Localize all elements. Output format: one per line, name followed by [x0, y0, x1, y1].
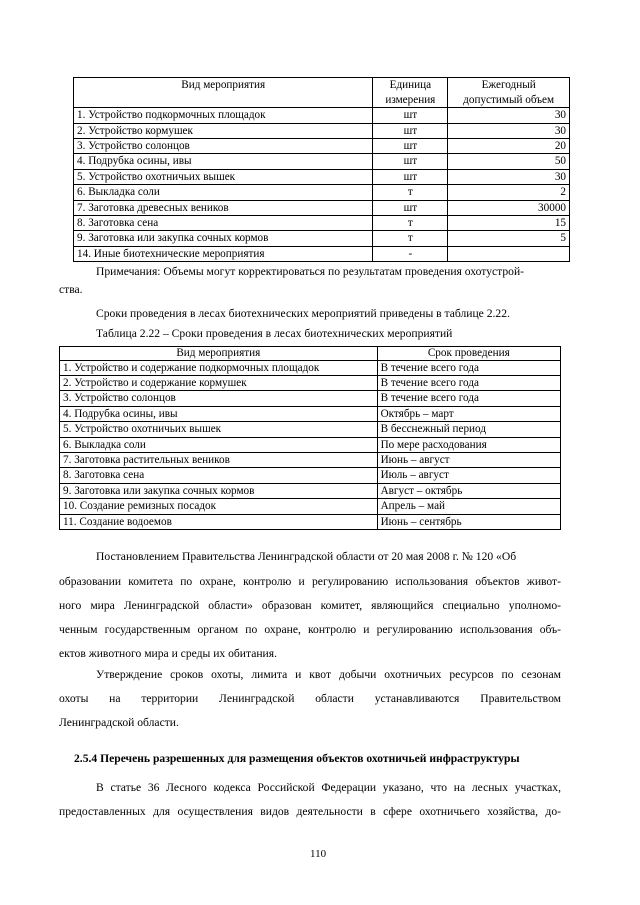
- column-header-name: Вид мероприятия: [74, 78, 373, 108]
- table-row: [60, 499, 561, 514]
- cell-period: Июнь – сентябрь: [377, 514, 560, 529]
- table-row: [60, 468, 561, 483]
- table2-caption: Таблица 2.22 – Сроки проведения в лесах биотехнических мероприятий: [96, 327, 453, 340]
- cell-name: 9. Заготовка или закупка сочных кормов: [60, 483, 378, 498]
- cell-volume: 15: [448, 216, 570, 231]
- cell-name: 2. Устройство и содержание кормушек: [60, 376, 378, 391]
- cell-period: В течение всего года: [377, 376, 560, 391]
- table-row: [60, 360, 561, 375]
- page-number: 110: [310, 848, 327, 860]
- paragraph-line: ного мира Ленинградской области» образован комитет, являющийся специально уполномо-: [59, 599, 561, 612]
- cell-unit: -: [373, 246, 448, 261]
- note-line-continuation: ства.: [59, 283, 83, 296]
- paragraph-line: образовании комитета по охране, контролю и регулированию использования объектов живот-: [59, 575, 561, 588]
- cell-name: 7. Заготовка древесных веников: [74, 200, 373, 215]
- cell-unit: шт: [373, 123, 448, 138]
- table-row: [60, 453, 561, 468]
- table-row: [74, 154, 570, 169]
- cell-volume: 2: [448, 185, 570, 200]
- column-header-name: Вид мероприятия: [60, 347, 378, 361]
- table-row: [74, 169, 570, 184]
- table-header-row: [74, 78, 570, 108]
- cell-name: 11. Создание водоемов: [60, 514, 378, 529]
- cell-name: 6. Выкладка соли: [60, 437, 378, 452]
- table-row: [60, 406, 561, 421]
- cell-unit: т: [373, 216, 448, 231]
- cell-name: 5. Устройство охотничьих вышек: [60, 422, 378, 437]
- cell-name: 5. Устройство охотничьих вышек: [74, 169, 373, 184]
- table-row: [60, 514, 561, 529]
- table2-intro: Сроки проведения в лесах биотехнических мероприятий приведены в таблице 2.22.: [96, 307, 510, 320]
- cell-volume: 30: [448, 123, 570, 138]
- cell-volume: 30000: [448, 200, 570, 215]
- cell-unit: шт: [373, 154, 448, 169]
- cell-name: 9. Заготовка или закупка сочных кормов: [74, 231, 373, 246]
- cell-name: 6. Выкладка соли: [74, 185, 373, 200]
- table-row: [74, 216, 570, 231]
- cell-period: Октябрь – март: [377, 406, 560, 421]
- cell-unit: т: [373, 231, 448, 246]
- table-row: [74, 246, 570, 261]
- cell-name: 8. Заготовка сена: [74, 216, 373, 231]
- cell-name: 3. Устройство солонцов: [74, 139, 373, 154]
- cell-period: Август – октябрь: [377, 483, 560, 498]
- cell-period: Апрель – май: [377, 499, 560, 514]
- table-row: [74, 200, 570, 215]
- cell-volume: 20: [448, 139, 570, 154]
- cell-period: Июнь – август: [377, 453, 560, 468]
- cell-name: 10. Создание ремизных посадок: [60, 499, 378, 514]
- column-header-volume: Ежегодный допустимый объем: [448, 78, 570, 108]
- cell-volume: 5: [448, 231, 570, 246]
- table-row: [60, 437, 561, 452]
- table-row: [74, 231, 570, 246]
- table-header-row: [60, 347, 561, 361]
- column-header-period: Срок проведения: [377, 347, 560, 361]
- table-row: [60, 376, 561, 391]
- cell-period: По мере расходования: [377, 437, 560, 452]
- cell-period: Июль – август: [377, 468, 560, 483]
- table-row: [74, 185, 570, 200]
- table-row: [60, 483, 561, 498]
- cell-period: В бесснежный период: [377, 422, 560, 437]
- table-row: [74, 139, 570, 154]
- cell-name: 7. Заготовка растительных веников: [60, 453, 378, 468]
- cell-period: В течение всего года: [377, 391, 560, 406]
- cell-unit: шт: [373, 108, 448, 123]
- column-header-unit: Единица измерения: [373, 78, 448, 108]
- table-row: [60, 422, 561, 437]
- section-heading: 2.5.4 Перечень разрешенных для размещения объектов охотничьей инфраструктуры: [74, 752, 520, 765]
- table-body: [60, 360, 561, 529]
- cell-volume: [448, 246, 570, 261]
- paragraph-line: В статье 36 Лесного кодекса Российской Федерации указано, что на лесных участках,: [96, 781, 561, 794]
- paragraph-line: ченным государственным органом по охране, контролю и регулированию использования объ-: [59, 623, 561, 636]
- cell-name: 14. Иные биотехнические мероприятия: [74, 246, 373, 261]
- paragraph-line: охоты на территории Ленинградской области устанавливаются Правительством: [59, 692, 561, 705]
- cell-name: 4. Подрубка осины, ивы: [74, 154, 373, 169]
- cell-name: 1. Устройство подкормочных площадок: [74, 108, 373, 123]
- cell-volume: 50: [448, 154, 570, 169]
- note-line: Примечания: Объемы могут корректироваться по результатам проведения охотустрой-: [96, 265, 525, 278]
- cell-unit: шт: [373, 139, 448, 154]
- cell-volume: 30: [448, 169, 570, 184]
- cell-period: В течение всего года: [377, 360, 560, 375]
- paragraph-line: ектов животного мира и среды их обитания.: [59, 647, 277, 660]
- cell-unit: т: [373, 185, 448, 200]
- table-body: [74, 108, 570, 262]
- cell-name: 3. Устройство солонцов: [60, 391, 378, 406]
- table-row: [74, 123, 570, 138]
- cell-volume: 30: [448, 108, 570, 123]
- cell-unit: шт: [373, 200, 448, 215]
- paragraph-line: предоставленных для осуществления видов деятельности в сфере охотничьего хозяйства, до-: [59, 805, 561, 818]
- table-row: [60, 391, 561, 406]
- table-row: [74, 108, 570, 123]
- paragraph-line: Ленинградской области.: [59, 716, 179, 729]
- paragraph-line: Постановлением Правительства Ленинградской области от 20 мая 2008 г. № 120 «Об: [96, 550, 517, 563]
- schedule-table: [59, 346, 561, 530]
- cell-name: 4. Подрубка осины, ивы: [60, 406, 378, 421]
- cell-name: 8. Заготовка сена: [60, 468, 378, 483]
- annual-volume-table: [73, 77, 570, 262]
- cell-unit: шт: [373, 169, 448, 184]
- paragraph-line: Утверждение сроков охоты, лимита и квот добычи охотничьих ресурсов по сезонам: [96, 668, 561, 681]
- cell-name: 1. Устройство и содержание подкормочных площадок: [60, 360, 378, 375]
- cell-name: 2. Устройство кормушек: [74, 123, 373, 138]
